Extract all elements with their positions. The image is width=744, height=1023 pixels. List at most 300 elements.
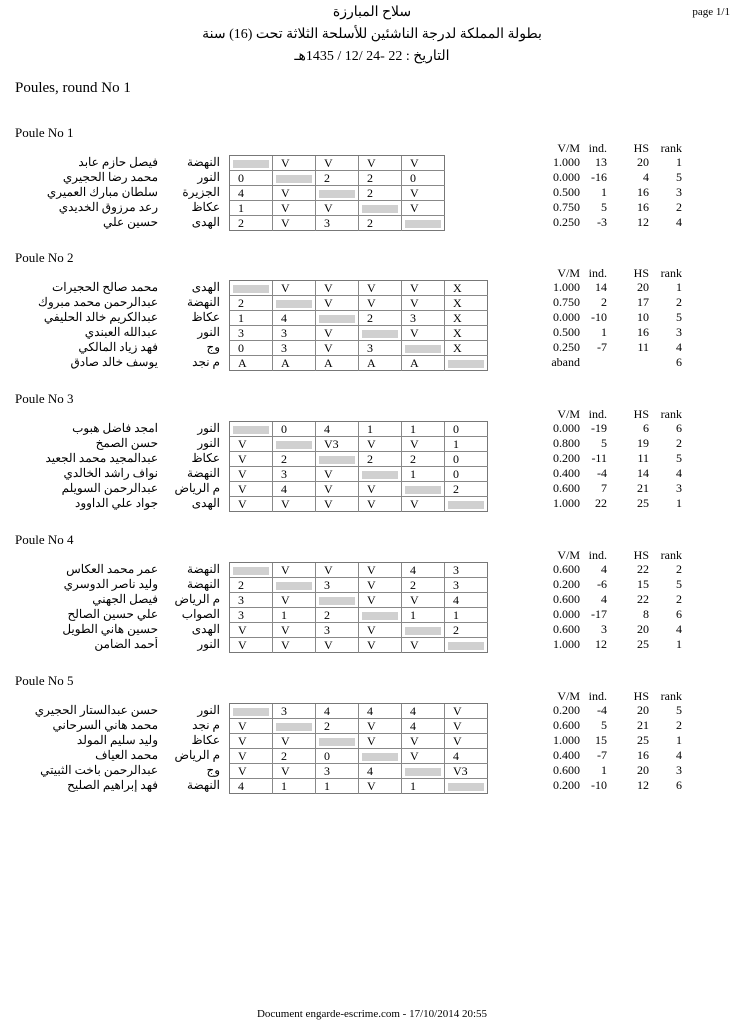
- bout-result-cell: 0: [445, 422, 488, 437]
- bout-result-cell: 1: [445, 437, 488, 452]
- stat-vm: 0.600: [553, 718, 580, 732]
- fencer-row: [0, 185, 744, 200]
- stat-hs: 8: [643, 607, 649, 621]
- bout-result-cell: 4: [316, 422, 359, 437]
- bout-result-cell: A: [230, 356, 273, 371]
- stat-ind: 22: [595, 496, 607, 510]
- fencer-row: [0, 310, 744, 325]
- fencer-row: [0, 421, 744, 436]
- column-header-ind: ind.: [588, 407, 607, 421]
- stat-ind: 3: [601, 622, 607, 636]
- stat-hs: 22: [637, 592, 649, 606]
- bout-result-cell: V3: [445, 764, 488, 779]
- stat-ind: -4: [597, 466, 607, 480]
- fencer-row: [0, 562, 744, 577]
- column-header-ind: ind.: [588, 266, 607, 280]
- stat-rank: 1: [676, 733, 682, 747]
- bout-result-cell: V: [230, 764, 273, 779]
- column-header-rank: rank: [660, 141, 682, 155]
- stat-rank: 5: [676, 310, 682, 324]
- fencer-row: [0, 325, 744, 340]
- fencer-club: عكاظ: [191, 200, 220, 214]
- fencer-name: حسن عبدالستار الحجيري: [34, 703, 158, 717]
- bout-result-cell: V: [230, 437, 273, 452]
- bout-result-cell: 3: [273, 704, 316, 719]
- stat-rank: 6: [676, 355, 682, 369]
- stat-ind: -17: [591, 607, 607, 621]
- stat-hs: 25: [637, 637, 649, 651]
- bout-result-cell: 4: [402, 719, 445, 734]
- bout-result-cell: V: [316, 467, 359, 482]
- bout-result-cell: V: [316, 638, 359, 653]
- stat-hs: 17: [637, 295, 649, 309]
- fencer-name: عبدالمجيد محمد الجعيد: [45, 451, 158, 465]
- bout-result-cell: V: [359, 623, 402, 638]
- stat-rank: 4: [676, 748, 682, 762]
- bout-result-cell: V: [316, 326, 359, 341]
- bout-result-cell: 2: [359, 216, 402, 231]
- bout-result-cell: 1: [402, 608, 445, 623]
- fencer-name: فهد إبراهيم الصليح: [67, 778, 158, 792]
- fencer-row: [0, 466, 744, 481]
- poule-section: [0, 125, 744, 265]
- column-header-vm: V/M: [557, 548, 580, 562]
- document-title: سلاح المبارزة: [332, 5, 412, 20]
- bout-result-cell: 1: [402, 422, 445, 437]
- column-header-rank: rank: [660, 407, 682, 421]
- fencer-club: عكاظ: [191, 451, 220, 465]
- fencer-row: [0, 481, 744, 496]
- stat-hs: 14: [637, 466, 649, 480]
- column-header-ind: ind.: [588, 689, 607, 703]
- stat-ind: -7: [597, 748, 607, 762]
- stat-vm: 0.750: [553, 295, 580, 309]
- stat-hs: 16: [637, 748, 649, 762]
- round-title: Poules, round No 1: [15, 80, 131, 96]
- column-header-rank: rank: [660, 689, 682, 703]
- fencer-row: [0, 748, 744, 763]
- bout-result-cell: V: [273, 764, 316, 779]
- stat-ind: 7: [601, 481, 607, 495]
- fencer-club: الهدى: [191, 280, 220, 294]
- fencer-club: النهضة: [187, 562, 220, 576]
- bout-result-cell: 3: [230, 593, 273, 608]
- stat-rank: 2: [676, 200, 682, 214]
- fencer-row: [0, 577, 744, 592]
- bout-result-cell: V: [359, 296, 402, 311]
- bout-result-cell: V: [445, 704, 488, 719]
- bout-result-cell: V: [273, 156, 316, 171]
- stat-vm: aband: [551, 355, 580, 369]
- poule-title: Poule No 2: [15, 250, 74, 265]
- bout-result-cell: V: [230, 719, 273, 734]
- bout-result-cell: V: [359, 156, 402, 171]
- stat-vm: 0.750: [553, 200, 580, 214]
- stat-vm: 0.500: [553, 325, 580, 339]
- bout-result-cell: V: [402, 593, 445, 608]
- fencer-row: [0, 718, 744, 733]
- stat-hs: 4: [643, 170, 649, 184]
- bout-result-cell: 2: [402, 452, 445, 467]
- fencer-name: رعد مرزوق الخديدي: [58, 200, 158, 214]
- stat-ind: 1: [601, 185, 607, 199]
- bout-result-cell: A: [359, 356, 402, 371]
- bout-result-cell: V: [445, 734, 488, 749]
- fencer-name: محمد العياف: [95, 748, 158, 762]
- fencer-name: عبدالرحمن السويلم: [61, 481, 158, 495]
- stat-ind: -19: [591, 421, 607, 435]
- stat-rank: 3: [676, 185, 682, 199]
- stat-hs: 16: [637, 185, 649, 199]
- fencer-row: [0, 763, 744, 778]
- fencer-name: عمر محمد العكاس: [66, 562, 158, 576]
- bout-result-cell: 2: [359, 311, 402, 326]
- poule-title: Poule No 4: [15, 532, 74, 547]
- bout-result-cell: V: [273, 623, 316, 638]
- stat-ind: -10: [591, 778, 607, 792]
- fencer-club: النور: [197, 637, 220, 651]
- fencer-row: [0, 295, 744, 310]
- poule-title: Poule No 3: [15, 391, 74, 406]
- bout-result-cell: 3: [445, 578, 488, 593]
- bout-result-cell: V: [230, 734, 273, 749]
- fencer-name: يوسف خالد صادق: [70, 355, 158, 369]
- bout-result-cell: 3: [402, 311, 445, 326]
- fencer-club: النور: [197, 436, 220, 450]
- document-subtitle: بطولة المملكة لدرجة الناشئين للأسلحة الثلاثة تحت (16) سنة: [202, 27, 542, 42]
- bout-result-cell: 3: [273, 341, 316, 356]
- bout-result-cell: V: [445, 719, 488, 734]
- bout-result-cell: 0: [273, 422, 316, 437]
- stat-ind: -16: [591, 170, 607, 184]
- bout-result-cell: V: [402, 437, 445, 452]
- bout-result-cell: V: [273, 186, 316, 201]
- bout-result-cell: V: [402, 638, 445, 653]
- bout-result-cell: V: [402, 201, 445, 216]
- bout-result-cell: 4: [273, 311, 316, 326]
- poule-section: [0, 532, 744, 672]
- bout-result-cell: 0: [445, 452, 488, 467]
- fencer-name: محمد هاني السرحاني: [52, 718, 158, 732]
- fencer-club: وج: [206, 340, 220, 354]
- stat-rank: 5: [676, 577, 682, 591]
- bout-result-cell: V: [273, 563, 316, 578]
- bout-result-cell: 1: [445, 608, 488, 623]
- stat-vm: 0.600: [553, 481, 580, 495]
- fencer-club: م الرياض: [174, 481, 220, 495]
- stat-rank: 4: [676, 215, 682, 229]
- bout-result-cell: 0: [230, 341, 273, 356]
- fencer-name: عبدالكريم خالد الحليفي: [43, 310, 158, 324]
- bout-result-cell: 3: [230, 608, 273, 623]
- fencer-row: [0, 637, 744, 652]
- bout-result-cell: V: [273, 201, 316, 216]
- stat-vm: 0.250: [553, 215, 580, 229]
- fencer-row: [0, 778, 744, 793]
- stat-ind: 1: [601, 763, 607, 777]
- stat-rank: 3: [676, 481, 682, 495]
- bout-result-cell: 2: [273, 452, 316, 467]
- stat-hs: 19: [637, 436, 649, 450]
- column-header-vm: V/M: [557, 689, 580, 703]
- column-header-hs: HS: [633, 548, 649, 562]
- fencer-club: النهضة: [187, 466, 220, 480]
- fencer-row: [0, 200, 744, 215]
- stat-hs: 11: [637, 451, 649, 465]
- stat-vm: 0.600: [553, 622, 580, 636]
- stat-vm: 1.000: [553, 496, 580, 510]
- column-header-rank: rank: [660, 548, 682, 562]
- fencer-club: النور: [197, 170, 220, 184]
- bout-result-cell: V: [273, 734, 316, 749]
- stat-hs: 21: [637, 481, 649, 495]
- bout-result-cell: V: [230, 482, 273, 497]
- column-header-ind: ind.: [588, 141, 607, 155]
- stat-rank: 6: [676, 607, 682, 621]
- bout-result-cell: 4: [402, 704, 445, 719]
- bout-result-cell: 1: [273, 779, 316, 794]
- column-header-vm: V/M: [557, 141, 580, 155]
- fencer-name: محمد رضا الحجيري: [62, 170, 158, 184]
- column-header-ind: ind.: [588, 548, 607, 562]
- bout-result-cell: 2: [273, 749, 316, 764]
- stat-vm: 0.200: [553, 778, 580, 792]
- stat-vm: 1.000: [553, 280, 580, 294]
- fencer-club: النور: [197, 703, 220, 717]
- stat-rank: 2: [676, 592, 682, 606]
- fencer-club: النهضة: [187, 778, 220, 792]
- bout-result-cell: 4: [445, 749, 488, 764]
- fencer-row: [0, 733, 744, 748]
- bout-result-cell: V: [359, 593, 402, 608]
- fencer-club: وج: [206, 763, 220, 777]
- fencer-name: وليد ناصر الدوسري: [63, 577, 158, 591]
- stat-rank: 3: [676, 325, 682, 339]
- bout-result-cell: 0: [402, 171, 445, 186]
- stat-hs: 20: [637, 703, 649, 717]
- stat-ind: 12: [595, 637, 607, 651]
- stat-vm: 1.000: [553, 155, 580, 169]
- stat-ind: 13: [595, 155, 607, 169]
- bout-result-cell: 2: [359, 186, 402, 201]
- bout-result-cell: 2: [445, 623, 488, 638]
- stat-hs: 15: [637, 577, 649, 591]
- fencer-club: الهدى: [191, 622, 220, 636]
- bout-result-cell: 4: [230, 779, 273, 794]
- bout-result-cell: V: [359, 734, 402, 749]
- fencer-name: أحمد الضامن: [94, 637, 158, 651]
- stat-rank: 4: [676, 466, 682, 480]
- bout-result-cell: V: [316, 341, 359, 356]
- fencer-row: [0, 622, 744, 637]
- stat-hs: 22: [637, 562, 649, 576]
- bout-result-cell: 0: [445, 467, 488, 482]
- fencer-row: [0, 607, 744, 622]
- column-header-vm: V/M: [557, 266, 580, 280]
- bout-result-cell: V: [359, 497, 402, 512]
- bout-result-cell: V: [316, 281, 359, 296]
- fencer-row: [0, 155, 744, 170]
- stat-vm: 0.200: [553, 577, 580, 591]
- stat-hs: 16: [637, 200, 649, 214]
- stat-vm: 0.600: [553, 562, 580, 576]
- fencer-name: حسين هاني الطويل: [62, 622, 158, 636]
- stat-hs: 12: [637, 778, 649, 792]
- bout-result-cell: V: [316, 296, 359, 311]
- bout-result-cell: V: [230, 638, 273, 653]
- fencer-name: امجد فاضل هبوب: [72, 421, 158, 435]
- bout-result-cell: V3: [316, 437, 359, 452]
- stat-hs: 11: [637, 340, 649, 354]
- bout-result-cell: V: [316, 201, 359, 216]
- bout-result-cell: 3: [273, 326, 316, 341]
- fencer-club: النهضة: [187, 577, 220, 591]
- stat-ind: 1: [601, 325, 607, 339]
- bout-result-cell: 4: [316, 704, 359, 719]
- stat-vm: 0.400: [553, 748, 580, 762]
- fencer-club: النهضة: [187, 295, 220, 309]
- stat-rank: 5: [676, 451, 682, 465]
- bout-result-cell: V: [273, 593, 316, 608]
- bout-result-cell: 1: [230, 311, 273, 326]
- bout-result-cell: A: [402, 356, 445, 371]
- bout-result-cell: V: [402, 296, 445, 311]
- fencer-name: عبدالرحمن محمد مبروك: [38, 295, 158, 309]
- bout-result-cell: V: [402, 749, 445, 764]
- bout-result-cell: V: [402, 326, 445, 341]
- bout-result-cell: V: [402, 734, 445, 749]
- bout-result-cell: X: [445, 296, 488, 311]
- column-header-hs: HS: [633, 266, 649, 280]
- bout-result-cell: 0: [316, 749, 359, 764]
- stat-hs: 20: [637, 280, 649, 294]
- fencer-club: عكاظ: [191, 310, 220, 324]
- page-number: page 1/1: [692, 6, 730, 18]
- bout-result-cell: V: [230, 623, 273, 638]
- bout-result-cell: V: [316, 156, 359, 171]
- fencer-row: [0, 451, 744, 466]
- stat-hs: 25: [637, 496, 649, 510]
- stat-vm: 0.500: [553, 185, 580, 199]
- bout-result-cell: 2: [230, 578, 273, 593]
- stat-rank: 6: [676, 421, 682, 435]
- stat-ind: 5: [601, 718, 607, 732]
- stat-ind: -6: [597, 577, 607, 591]
- stat-hs: 20: [637, 622, 649, 636]
- stat-rank: 4: [676, 622, 682, 636]
- stat-vm: 0.200: [553, 451, 580, 465]
- stat-rank: 1: [676, 637, 682, 651]
- bout-result-cell: 0: [230, 171, 273, 186]
- bout-result-cell: V: [359, 482, 402, 497]
- bout-result-cell: 1: [359, 422, 402, 437]
- bout-result-cell: 4: [230, 186, 273, 201]
- column-header-rank: rank: [660, 266, 682, 280]
- bout-result-cell: 4: [359, 704, 402, 719]
- footer: Document engarde-escrime.com - 17/10/2014 20:55: [256, 1008, 488, 1020]
- poule-section: [0, 391, 744, 531]
- fencer-name: عبدالرحمن باخت الثبيتي: [40, 763, 158, 777]
- poule-title: Poule No 5: [15, 673, 74, 688]
- bout-result-cell: V: [316, 563, 359, 578]
- stat-rank: 2: [676, 718, 682, 732]
- bout-result-cell: 3: [316, 764, 359, 779]
- bout-result-cell: 2: [402, 578, 445, 593]
- bout-result-cell: 2: [316, 171, 359, 186]
- fencer-row: [0, 703, 744, 718]
- bout-result-cell: V: [359, 281, 402, 296]
- bout-result-cell: V: [402, 281, 445, 296]
- fencer-name: فيصل الجهني: [92, 592, 158, 606]
- fencer-club: الهدى: [191, 215, 220, 229]
- bout-result-cell: 4: [402, 563, 445, 578]
- fencer-row: [0, 436, 744, 451]
- bout-result-cell: V: [402, 186, 445, 201]
- stat-vm: 0.000: [553, 170, 580, 184]
- bout-result-cell: 2: [230, 296, 273, 311]
- fencer-name: علي حسين الصالح: [67, 607, 158, 621]
- fencer-club: الهدى: [191, 496, 220, 510]
- stat-ind: 5: [601, 436, 607, 450]
- stat-ind: 4: [601, 592, 607, 606]
- bout-result-cell: 1: [402, 467, 445, 482]
- bout-result-cell: V: [273, 281, 316, 296]
- column-header-hs: HS: [633, 407, 649, 421]
- stat-ind: -10: [591, 310, 607, 324]
- fencer-club: الصواب: [181, 607, 220, 621]
- stat-rank: 3: [676, 763, 682, 777]
- bout-result-cell: V: [402, 156, 445, 171]
- fencer-row: [0, 592, 744, 607]
- fencer-row: [0, 355, 744, 370]
- fencer-row: [0, 215, 744, 230]
- stat-ind: -3: [597, 215, 607, 229]
- bout-result-cell: V: [402, 497, 445, 512]
- bout-result-cell: V: [230, 749, 273, 764]
- stat-ind: 4: [601, 562, 607, 576]
- fencer-club: النور: [197, 325, 220, 339]
- stat-ind: 14: [595, 280, 607, 294]
- stat-rank: 1: [676, 280, 682, 294]
- bout-result-cell: 1: [316, 779, 359, 794]
- stat-vm: 0.600: [553, 592, 580, 606]
- bout-result-cell: 4: [445, 593, 488, 608]
- stat-hs: 25: [637, 733, 649, 747]
- stat-vm: 0.200: [553, 703, 580, 717]
- fencer-name: محمد صالح الحجيرات: [51, 280, 158, 294]
- poule-title: Poule No 1: [15, 125, 74, 140]
- bout-result-cell: 2: [359, 452, 402, 467]
- stat-vm: 0.000: [553, 607, 580, 621]
- bout-result-cell: 2: [316, 719, 359, 734]
- stat-hs: 21: [637, 718, 649, 732]
- bout-result-cell: 3: [359, 341, 402, 356]
- bout-result-cell: V: [273, 638, 316, 653]
- fencer-club: عكاظ: [191, 733, 220, 747]
- bout-result-cell: 3: [316, 623, 359, 638]
- fencer-row: [0, 340, 744, 355]
- bout-result-cell: V: [359, 719, 402, 734]
- bout-result-cell: V: [359, 437, 402, 452]
- fencer-club: م نجد: [192, 355, 220, 369]
- fencer-name: جواد علي الداوود: [75, 496, 158, 510]
- fencer-name: حسن الصمخ: [95, 436, 158, 450]
- column-header-vm: V/M: [557, 407, 580, 421]
- bout-result-cell: V: [316, 497, 359, 512]
- bout-result-cell: V: [230, 452, 273, 467]
- bout-result-cell: V: [273, 497, 316, 512]
- stat-rank: 5: [676, 703, 682, 717]
